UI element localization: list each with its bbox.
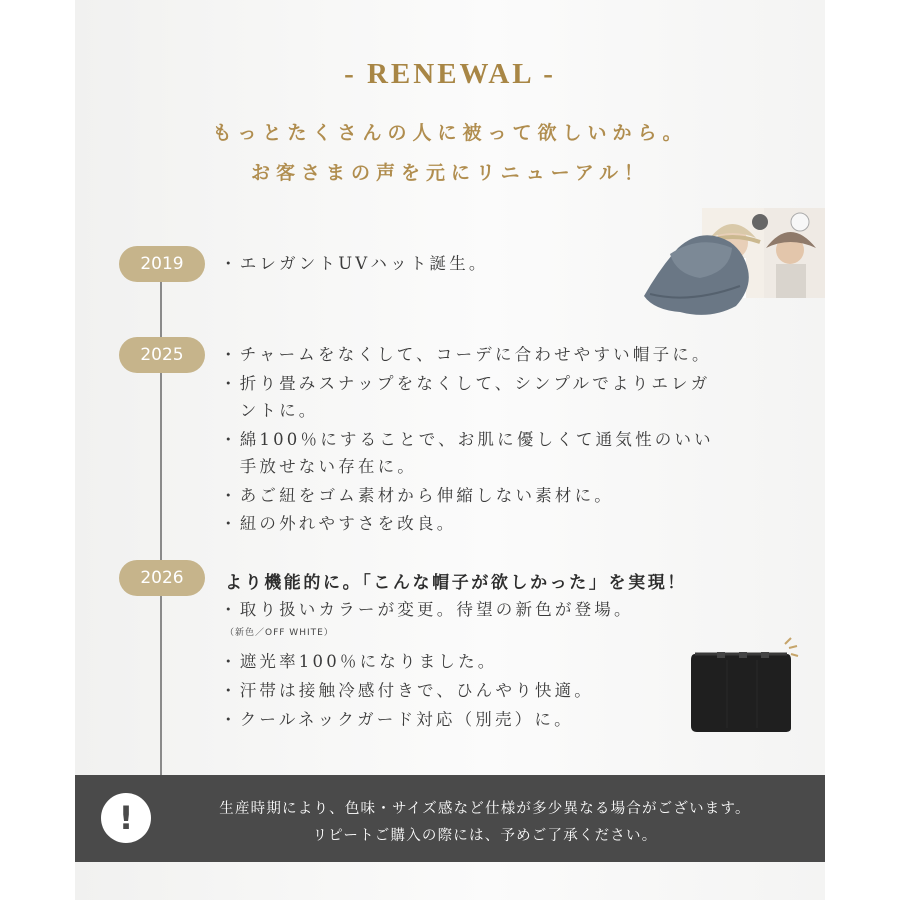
timeline-2025-item-2-cont: ントに。 [220, 401, 319, 420]
timeline-2026-item-3: ・汗帯は接触冷感付きで、ひんやり快適。 [220, 681, 594, 700]
timeline-2025-item-3: ・綿100％にすることで、お肌に優しくて通気性のいい [220, 430, 714, 449]
subtitle-line-2: お客さまの声を元にリニューアル！ [251, 162, 649, 184]
notice-banner [75, 775, 825, 862]
timeline-2025-item-1: ・チャームをなくして、コーデに合わせやすい帽子に。 [220, 345, 712, 364]
timeline-2025-item-5: ・紐の外れやすさを改良。 [220, 514, 457, 533]
year-badge-2026: 2026 [119, 560, 205, 596]
year-badge-2025: 2025 [119, 337, 205, 373]
notice-line-1: 生産時期により、色味・サイズ感など仕様が多少異なる場合がございます。 [219, 801, 751, 817]
page-title: - RENEWAL - [344, 58, 556, 90]
new-color-note: （新色／OFF WHITE） [225, 628, 334, 638]
renewal-panel [75, 0, 825, 900]
year-badge-2019: 2019 [119, 246, 205, 282]
timeline-2026-item-2: ・遮光率100％になりました。 [220, 652, 498, 671]
timeline-2026-headline: より機能的に。「こんな帽子が欲しかった」を実現！ [225, 573, 687, 593]
timeline-2025-item-2: ・折り畳みスナップをなくして、シンプルでよりエレガ [220, 374, 711, 393]
timeline-2025-item-3-cont: 手放せない存在に。 [220, 457, 417, 476]
notice-line-2: リピートご購入の際には、予めご了承ください。 [312, 828, 658, 844]
exclamation-icon: ! [101, 793, 151, 843]
neck-guard-photo [687, 636, 799, 734]
timeline-2025-item-4: ・あご紐をゴム素材から伸縮しない素材に。 [220, 486, 614, 505]
timeline-2026-item-4: ・クールネックガード対応（別売）に。 [220, 710, 574, 729]
hat-product-photo [640, 208, 825, 320]
timeline-2026-item-1: ・取り扱いカラーが変更。待望の新色が登場。 [220, 600, 634, 619]
timeline-2019-item-1: ・エレガントUVハット誕生。 [220, 254, 489, 273]
subtitle-line-1: もっとたくさんの人に被って欲しいから。 [212, 122, 688, 144]
